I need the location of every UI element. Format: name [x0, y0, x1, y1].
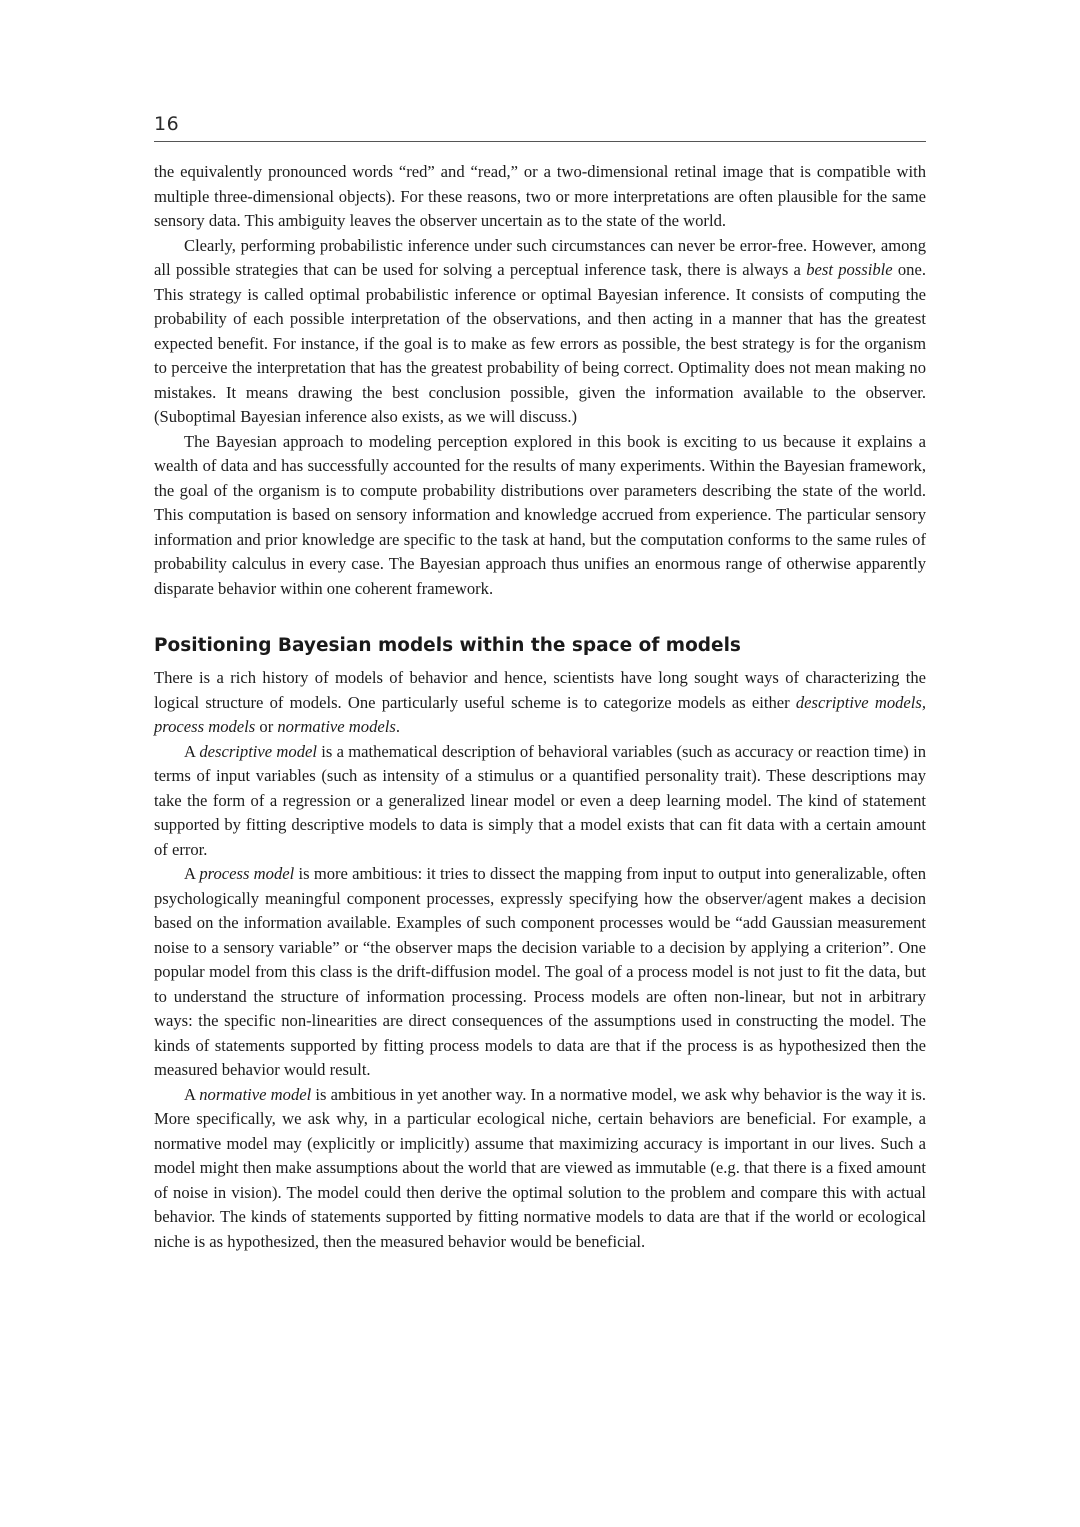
paragraph-normative-model — [154, 1083, 926, 1255]
emphasis-best-possible: best possible — [806, 260, 893, 279]
paragraph-text: is a mathematical description of behavioral variables (such as accuracy or reaction time) in terms of input variables (such as intensity of a stimulus or a quantified personality trait). These descriptions may take the form of a regression or a generalized linear model or even a deep learning model. The kind of statement supported by fitting descriptive models to data is simply that a model exists that can fit data with a certain amount of error. — [154, 741, 926, 859]
paragraph-text: . — [395, 717, 400, 736]
paragraph-descriptive-model — [154, 740, 926, 863]
paragraph-text: A — [184, 864, 200, 883]
paragraph-text: or — [255, 717, 278, 736]
paragraph-text: There is a rich history of models of behavior and hence, scientists have long sought ways of characterizing the logical structure of models. One particularly useful scheme is to categorize models as either — [154, 668, 926, 712]
page-body — [154, 160, 926, 1254]
emphasis-normative-models: normative models — [277, 717, 396, 736]
section-heading: Positioning Bayesian models within the space of models — [154, 635, 741, 656]
paragraph-text: is more ambitious: it tries to dissect the mapping from input to output into generalizable, often psychologically meaningful component processes, expressly specifying how the observer/agent makes a decision based on the information available. Examples of such component processes would be “add Gaussian measurement noise to a sensory variable” or “the observer maps the decision variable to a decision by applying a criterion”. One popular model from this class is the drift-diffusion model. The goal of a process model is not just to fit the data, but to understand the structure of information processing. Process models are often non-linear, but not in arbitrary ways: the specific non-linearities are direct consequences of the assumptions used in constructing the model. The kinds of statements supported by fitting process models to data are that if the process is as hypothesized then the measured behavior would result. — [154, 864, 926, 1079]
page-number: 16 — [154, 113, 180, 135]
emphasis-descriptive-model: descriptive model — [199, 741, 317, 761]
emphasis-normative-model: normative model — [199, 1084, 312, 1104]
emphasis-model-types: descriptive models, process models — [154, 692, 927, 736]
paragraph-text: A — [184, 1084, 200, 1104]
paragraph-process-model — [154, 862, 926, 1083]
emphasis-process-model: process model — [199, 864, 295, 883]
paragraph-text: one. This strategy is called optimal probabilistic inference or optimal Bayesian inference. It consists of computing the probability of each possible interpretation of the observations, and then acting in a manner that has the greatest expected benefit. For instance, if the goal is to make as few errors as possible, the best strategy is for the organism to perceive the interpretation that has the greatest probability of being correct. Optimality does not mean making no mistakes. It means drawing the best conclusion possible, given the information available to the observer. (Suboptimal Bayesian inference also exists, as we will discuss.) — [154, 260, 926, 426]
paragraph-ambiguity: the equivalently pronounced words “red” and “read,” or a two-dimensional retinal image that is compatible with multiple three-dimensional objects). For these reasons, two or more interpretations are often plausible for the same sensory data. This ambiguity leaves the observer uncertain as to the state of the world. — [154, 162, 926, 230]
paragraph-text: A — [184, 741, 200, 761]
paragraph-text: is ambitious in yet another way. In a normative model, we ask why behavior is the way it is. More specifically, we ask why, in a particular ecological niche, certain behaviors are beneficial. For example, a normative model may (explicitly or implicitly) assume that maximizing accuracy is important in our lives. Such a model might then make assumptions about the world that are viewed as immutable (e.g. that there is a fixed amount of noise in vision). The model could then derive the optimal solution to the problem and compare this with actual behavior. The kinds of statements supported by fitting normative models to data are that if the world or ecological niche is as hypothesized, then the measured behavior would be beneficial. — [154, 1084, 927, 1251]
paragraph-bayesian-approach: The Bayesian approach to modeling perception explored in this book is exciting to us because it explains a wealth of data and has successfully accounted for the results of many experiments. Within the Bayesian framework, the goal of the organism is to compute probability distributions over parameters describing the state of the world. This computation is based on sensory information and knowledge accrued from experience. The particular sensory information and prior knowledge are specific to the task at hand, but the computation conforms to the same rules of probability calculus in every case. The Bayesian approach thus unifies an enormous range of otherwise apparently disparate behavior within one coherent framework. — [154, 431, 926, 598]
header-rule — [154, 141, 926, 142]
paragraph-section-intro — [154, 666, 926, 740]
paragraph-optimal-inference — [154, 234, 926, 430]
paragraph-text: Clearly, performing probabilistic inference under such circumstances can never be error-free. However, among all possible strategies that can be used for solving a perceptual inference task, there is always a — [154, 235, 926, 279]
